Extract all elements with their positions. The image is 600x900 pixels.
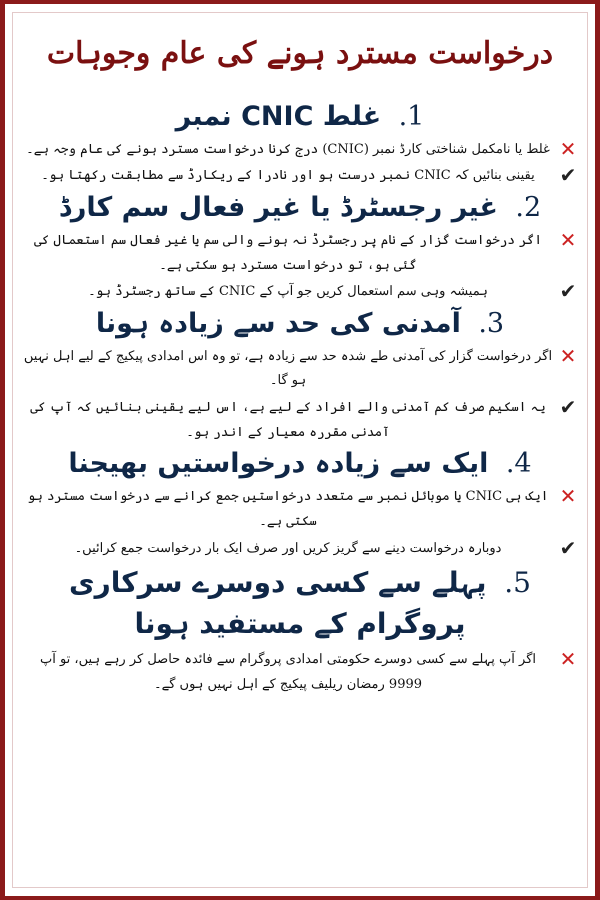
section-title-line-1: پہلے سے کسی دوسرے سرکاری bbox=[69, 566, 487, 600]
tip-text: یہ اسکیم صرف کم آمدنی والے افراد کے لیے ہے، اس لیے یقینی بنائیں کہ آپ کی آمدنی مقررہ معیار کے اندر ہو۔ bbox=[30, 400, 546, 440]
tip-item bbox=[22, 164, 578, 189]
section-5 bbox=[22, 563, 578, 698]
section-title-line-2: پروگرام کے مستفید ہونا bbox=[134, 606, 466, 640]
reason-text: اگر آپ پہلے سے کسی دوسرے حکومتی امدادی پروگرام سے فائدہ حاصل کر رہے ہیں، تو آپ 9999 رمضان ریلیف پیکیج کے اہل نہیں ہوں گے۔ bbox=[39, 652, 536, 693]
reason-item bbox=[22, 229, 578, 278]
section-title: غلط CNIC نمبر bbox=[175, 101, 382, 132]
section-heading bbox=[22, 307, 578, 341]
tip-text: ہمیشہ وہی سم استعمال کریں جو آپ کے CNIC کے ساتھ رجسٹرڈ ہو۔ bbox=[88, 284, 488, 300]
section-heading bbox=[22, 563, 578, 644]
section-3 bbox=[22, 307, 578, 446]
check-mark-icon: ✔ bbox=[559, 535, 577, 560]
section-title: ایک سے زیادہ درخواستیں بھیجنا bbox=[68, 448, 489, 480]
reason-text: ایک ہی CNIC یا موبائل نمبر سے متعدد درخواستیں جمع کرانے سے درخواست مسترد ہو سکتی ہے۔ bbox=[27, 489, 549, 529]
tip-item bbox=[22, 396, 578, 445]
tip-text: دوبارہ درخواست دینے سے گریز کریں اور صرف ایک بار درخواست جمع کرائیں۔ bbox=[74, 540, 502, 556]
reason-item bbox=[22, 345, 578, 394]
content-area bbox=[22, 20, 578, 890]
check-mark-icon: ✔ bbox=[559, 279, 577, 304]
reason-text: اگر درخواست گزار کی آمدنی طے شدہ حد سے زیادہ ہے، تو وہ اس امدادی پیکیج کے لیے اہل نہیں ہو گا۔ bbox=[23, 348, 553, 389]
reason-item bbox=[22, 138, 578, 163]
section-4 bbox=[22, 447, 578, 561]
tip-text: یقینی بنائیں کہ CNIC نمبر درست ہو اور نادرا کے ریکارڈ سے مطابقت رکھتا ہو۔ bbox=[41, 168, 535, 184]
section-number: 2. bbox=[515, 192, 542, 224]
section-heading bbox=[22, 447, 578, 481]
section-heading bbox=[22, 191, 578, 225]
cross-mark-icon: ✕ bbox=[559, 484, 577, 509]
reason-text: غلط یا نامکمل شناختی کارڈ نمبر (CNIC) درج کرنا درخواست مسترد ہونے کی عام وجہ ہے۔ bbox=[26, 141, 550, 157]
section-2 bbox=[22, 191, 578, 305]
page-title: درخواست مسترد ہونے کی عام وجوہات bbox=[46, 36, 554, 71]
section-number: 3. bbox=[478, 307, 505, 339]
cross-mark-icon: ✕ bbox=[559, 343, 577, 368]
reason-item bbox=[22, 648, 578, 697]
section-number: 4. bbox=[505, 448, 532, 480]
section-number: 5. bbox=[504, 566, 531, 600]
cross-mark-icon: ✕ bbox=[559, 227, 577, 252]
check-mark-icon: ✔ bbox=[559, 395, 577, 420]
check-mark-icon: ✔ bbox=[559, 163, 577, 188]
section-title: غیر رجسٹرڈ یا غیر فعال سم کارڈ bbox=[58, 192, 498, 224]
section-1 bbox=[22, 100, 578, 189]
section-heading bbox=[22, 100, 578, 134]
reason-text: اگر درخواست گزار کے نام پر رجسٹرڈ نہ ہونے والی سم یا غیر فعال سم استعمال کی گئی ہو، تو درخواست مسترد ہو سکتی ہے۔ bbox=[34, 232, 542, 273]
cross-mark-icon: ✕ bbox=[559, 136, 577, 161]
tip-item bbox=[22, 280, 578, 305]
reason-item bbox=[22, 485, 578, 534]
cross-mark-icon: ✕ bbox=[559, 647, 577, 672]
section-number: 1. bbox=[398, 101, 425, 132]
section-title: آمدنی کی حد سے زیادہ ہونا bbox=[95, 307, 461, 339]
tip-item bbox=[22, 537, 578, 562]
